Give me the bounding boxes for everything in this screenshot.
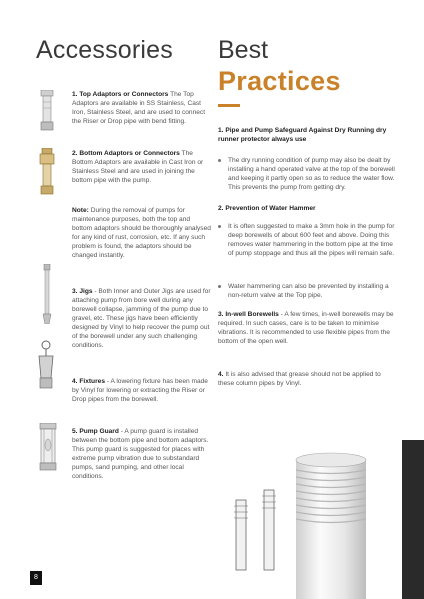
accessory-top-adaptors-body: The Top Adaptors are available in SS Stainless, Cast Iron, Stainless Steel, and are used to connect the Riser or Drop pipe with bend fitting. (72, 91, 206, 125)
bottom-adaptor-image (38, 148, 56, 196)
accessory-jigs-body: - Both Inner and Outer Jigs are used for attaching pump from bore well during any borewell collapse, jamming of the pump due to gravel, etc. These jigs have been efficiently designed by Vinyl to help recover the pump out of the borewell under any such challenging conditions. (72, 288, 211, 349)
bullet-text: Water hammering can also be prevented by installing a non-return valve at the Top pipe. (228, 283, 389, 299)
bullet-dot (218, 285, 221, 288)
pump-guard-image (38, 423, 58, 471)
accessory-bottom-adaptors-heading: 2. Bottom Adaptors or Connectors (72, 150, 180, 157)
practice-4-body: It is also advised that grease should not be applied to these column pipes by Vinyl. (218, 371, 381, 387)
jigs-image (40, 264, 54, 324)
bullet-text: The dry running condition of pump may also be dealt by installing a hand operated valve at the top of the borewell and keeping it partly open so as to reduce the water flow. This prevents the pump from getting dry. (228, 157, 395, 191)
bullet-text: It is often suggested to make a 3mm hole in the pump for deep borewells of about 600 feet and above. Doing this removes water hammering in the bottom pipe at the time of pump stoppage and thus all the pipes will remain safe. (228, 223, 395, 257)
practice-1-bullet-1 (218, 156, 398, 192)
practice-3 (218, 310, 398, 346)
accessory-fixtures (72, 377, 212, 404)
bullet-dot (218, 225, 221, 228)
accessory-top-adaptors (72, 90, 212, 126)
page-number: 8 (30, 571, 42, 585)
bullet-dot (218, 159, 221, 162)
best-title: Best (218, 36, 269, 64)
practice-3-body: - A few times, in-well borewells may be required. In such cases, care is to be taken to minimise vibrations. It is recommended to use flexible pipes from the bottom of the open well. (218, 311, 394, 345)
practice-3-heading: 3. In-well Borewells (218, 311, 279, 318)
practices-title: Practices (218, 66, 341, 96)
practice-4-heading: 4. (218, 371, 224, 378)
accessory-bottom-adaptors-body: The Bottom Adaptors are available in Cast Iron or Stainless Steel and are used in joining the bottom pipe with the pump. (72, 150, 204, 184)
fixture-image (36, 340, 56, 390)
accessory-top-adaptors-heading: 1. Top Adaptors or Connectors (72, 91, 169, 98)
accessory-pump-guard-body: - A pump guard is installed between the bottom pipe and bottom adaptors. This pump guard is suggested for places with extreme pump vibration due to substandard pumps, sand pumping, and other local conditions. (72, 428, 209, 480)
accessory-jigs-heading: 3. Jigs (72, 288, 93, 295)
accessory-note-heading: Note: (72, 207, 89, 214)
accessories-title: Accessories (36, 36, 173, 64)
accessory-note-body: During the removal of pumps for maintenance purposes, both the top and bottom adaptors should be thoroughly analysed for any kind of rust, corrosion, etc. If any such problem is found, the adaptors should be changed instantly. (72, 207, 211, 259)
accessory-note (72, 206, 212, 260)
practice-2-heading: 2. Prevention of Water Hammer (218, 205, 316, 212)
accessory-pump-guard (72, 427, 212, 481)
accessory-fixtures-body: - A lowering fixture has been made by Vinyl for lowering or extracting the Riser or Drop pipes from the borewell. (72, 378, 208, 403)
accessory-pump-guard-heading: 5. Pump Guard (72, 428, 119, 435)
practice-4 (218, 370, 398, 388)
accessory-fixtures-heading: 4. Fixtures (72, 378, 105, 385)
practice-2-bullet-1 (218, 222, 398, 258)
accessory-jigs (72, 287, 212, 350)
top-adaptor-image (38, 90, 56, 132)
title-accent-bar (218, 104, 240, 107)
practice-1-heading: 1. Pipe and Pump Safeguard Against Dry Running dry runner protector always use (218, 127, 387, 143)
column-pipe-illustration (226, 440, 424, 599)
accessory-bottom-adaptors (72, 149, 212, 185)
practice-2-bullet-2 (218, 282, 398, 300)
